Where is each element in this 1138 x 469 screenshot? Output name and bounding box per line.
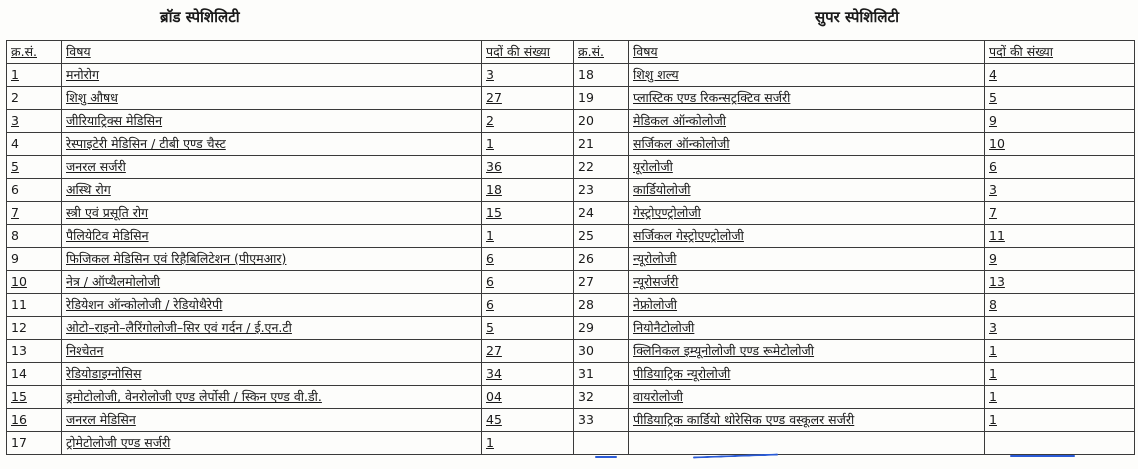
super-posts-cell: 3 [985,179,1135,202]
broad-subject-cell: रेडियोडाइग्नोसिस [62,363,482,386]
super-sn-cell: 22 [574,156,629,179]
super-sn-cell: 29 [574,317,629,340]
broad-posts-cell: 1 [482,432,574,455]
broad-sn-cell: 16 [7,409,62,432]
table-row [7,64,1135,87]
header-posts: पदों की संख्या [985,41,1135,64]
broad-posts-cell: 6 [482,294,574,317]
super-posts-cell: 4 [985,64,1135,87]
broad-sn-cell: 4 [7,133,62,156]
broad-sn-cell: 2 [7,87,62,110]
posts-table [6,40,1135,455]
table-row [7,202,1135,225]
super-posts-cell: 1 [985,386,1135,409]
broad-subject-cell: निश्चेतन [62,340,482,363]
table-row [7,179,1135,202]
super-subject-cell: सर्जिकल गेस्ट्रोएण्ट्रोलोजी [629,225,985,248]
table-row [7,110,1135,133]
broad-posts-cell: 18 [482,179,574,202]
broad-posts-cell: 34 [482,363,574,386]
table-row [7,317,1135,340]
header-subject: विषय [62,41,482,64]
super-sn-cell: 23 [574,179,629,202]
table-row [7,432,1135,455]
table-row [7,271,1135,294]
broad-sn-cell: 8 [7,225,62,248]
broad-sn-cell: 1 [7,64,62,87]
broad-posts-cell: 27 [482,340,574,363]
table-row [7,133,1135,156]
broad-posts-cell: 2 [482,110,574,133]
broad-sn-cell: 14 [7,363,62,386]
super-sn-cell: 30 [574,340,629,363]
broad-subject-cell: रेस्पाइटेरी मेडिसिन / टीबी एण्ड चैस्ट [62,133,482,156]
super-posts-cell: 8 [985,294,1135,317]
super-subject-cell: नियोनैटोलोजी [629,317,985,340]
table-body [7,64,1135,455]
broad-subject-cell: रेडियेशन ऑन्कोलोजी / रेडियोथैरेपी [62,294,482,317]
super-sn-cell: 32 [574,386,629,409]
broad-subject-cell: मनोरोग [62,64,482,87]
pen-mark [1010,455,1075,457]
broad-posts-cell: 04 [482,386,574,409]
super-posts-cell: 6 [985,156,1135,179]
header-subject: विषय [629,41,985,64]
broad-subject-cell: स्त्री एवं प्रसूति रोग [62,202,482,225]
super-subject-cell: शिशु शल्य [629,64,985,87]
super-subject-cell: न्यूरोलोजी [629,248,985,271]
broad-subject-cell: जनरल मेडिसिन [62,409,482,432]
broad-subject-cell: फिजिकल मेडिसिन एवं रिहैबिलिटेशन (पीएमआर) [62,248,482,271]
table-row [7,340,1135,363]
broad-subject-cell: जनरल सर्जरी [62,156,482,179]
header-sn: क्र.सं. [7,41,62,64]
super-sn-cell: 19 [574,87,629,110]
super-sn-cell: 33 [574,409,629,432]
super-posts-cell: 1 [985,363,1135,386]
broad-sn-cell: 17 [7,432,62,455]
super-sn-cell: 31 [574,363,629,386]
broad-subject-cell: ड्रमोटोलोजी, वेनरोलोजी एण्ड लेर्पोसी / स्किन एण्ड वी.डी. [62,386,482,409]
super-posts-cell: 11 [985,225,1135,248]
broad-sn-cell: 11 [7,294,62,317]
table-row [7,156,1135,179]
super-subject-cell: कार्डियोलोजी [629,179,985,202]
super-sn-cell: 18 [574,64,629,87]
pen-mark [595,456,617,458]
broad-subject-cell: ओटो–राइनो–लैरिंगोलोजी–सिर एवं गर्दन / ई.एन.टी [62,317,482,340]
broad-posts-cell: 36 [482,156,574,179]
super-sn-cell: 27 [574,271,629,294]
super-subject-cell [629,432,985,455]
broad-sn-cell: 3 [7,110,62,133]
super-sn-cell [574,432,629,455]
broad-sn-cell: 15 [7,386,62,409]
super-subject-cell: वायरोलोजी [629,386,985,409]
super-posts-cell: 7 [985,202,1135,225]
broad-specialty-heading: ब्रॉड स्पेशिलिटी [160,8,240,26]
super-subject-cell: सर्जिकल ऑन्कोलोजी [629,133,985,156]
super-posts-cell: 5 [985,87,1135,110]
broad-subject-cell: पैलियेटिव मेडिसिन [62,225,482,248]
super-posts-cell: 9 [985,110,1135,133]
broad-subject-cell: नेत्र / ऑप्थैलमोलोजी [62,271,482,294]
super-posts-cell: 1 [985,409,1135,432]
super-posts-cell: 1 [985,340,1135,363]
broad-subject-cell: जीरियाट्रिक्स मेडिसिन [62,110,482,133]
super-sn-cell: 25 [574,225,629,248]
broad-sn-cell: 6 [7,179,62,202]
super-sn-cell: 24 [574,202,629,225]
super-posts-cell: 10 [985,133,1135,156]
broad-posts-cell: 6 [482,248,574,271]
table-row [7,409,1135,432]
table-row [7,363,1135,386]
super-sn-cell: 26 [574,248,629,271]
super-subject-cell: प्लास्टिक एण्ड रिकन्सट्रक्टिव सर्जरी [629,87,985,110]
broad-subject-cell: अस्थि रोग [62,179,482,202]
table-row [7,87,1135,110]
super-subject-cell: यूरोलोजी [629,156,985,179]
broad-sn-cell: 9 [7,248,62,271]
broad-subject-cell: शिशु औषध [62,87,482,110]
broad-sn-cell: 5 [7,156,62,179]
super-posts-cell: 13 [985,271,1135,294]
broad-sn-cell: 13 [7,340,62,363]
super-sn-cell: 28 [574,294,629,317]
table-row [7,225,1135,248]
super-sn-cell: 21 [574,133,629,156]
broad-posts-cell: 5 [482,317,574,340]
broad-posts-cell: 6 [482,271,574,294]
super-subject-cell: क्लिनिकल इम्यूनोलोजी एण्ड रूमेटोलोजी [629,340,985,363]
broad-posts-cell: 45 [482,409,574,432]
header-row [7,41,1135,64]
super-posts-cell: 3 [985,317,1135,340]
broad-sn-cell: 12 [7,317,62,340]
broad-posts-cell: 15 [482,202,574,225]
broad-subject-cell: ट्रोमेटोलोजी एण्ड सर्जरी [62,432,482,455]
broad-sn-cell: 10 [7,271,62,294]
super-subject-cell: पीडियाट्रिक कार्डियो थोरेसिक एण्ड वस्कूलर सर्जरी [629,409,985,432]
header-posts: पदों की संख्या [482,41,574,64]
table-row [7,386,1135,409]
table-row [7,248,1135,271]
broad-posts-cell: 1 [482,225,574,248]
super-sn-cell: 20 [574,110,629,133]
broad-posts-cell: 1 [482,133,574,156]
super-subject-cell: पीडियाट्रिक न्यूरोलोजी [629,363,985,386]
super-posts-cell: 9 [985,248,1135,271]
super-subject-cell: मेडिकल ऑन्कोलोजी [629,110,985,133]
super-subject-cell: गेस्ट्रोएण्ट्रोलोजी [629,202,985,225]
broad-sn-cell: 7 [7,202,62,225]
broad-posts-cell: 27 [482,87,574,110]
table-row [7,294,1135,317]
super-subject-cell: नेफ्रोलोजी [629,294,985,317]
super-posts-cell [985,432,1135,455]
super-specialty-heading: सुपर स्पेशिलिटी [815,8,899,26]
broad-posts-cell: 3 [482,64,574,87]
header-sn: क्र.सं. [574,41,629,64]
super-subject-cell: न्यूरोसर्जरी [629,271,985,294]
